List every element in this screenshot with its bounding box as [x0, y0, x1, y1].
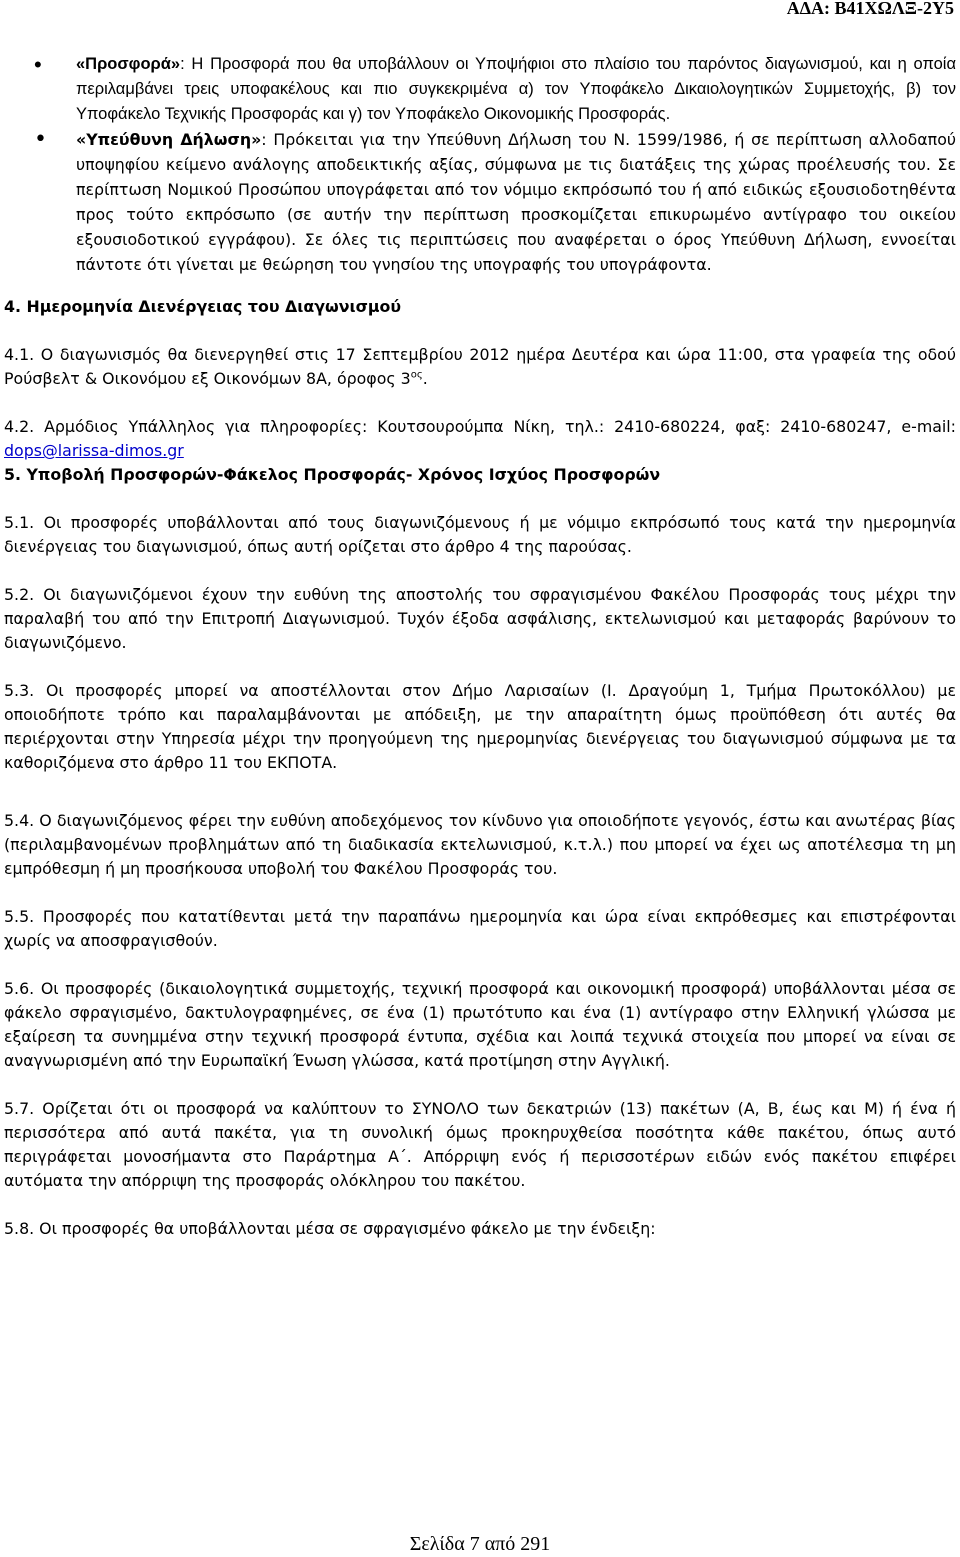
paragraph-5-4: 5.4. Ο διαγωνιζόμενος φέρει την ευθύνη αποδεχόμενος τον κίνδυνο για οποιοδήποτε γεγονός, έστω και ανωτέρας βίας (περιλαμβανομένων προβλημάτων από τη διαδικασία εκτελωνισμού, κ.τ.λ.) που μπορεί να έχει ως αποτέλεσμα τη μη εμπρόθεσμη ή μη προσήκουσα υποβολή του Φακέλου Προσφοράς του. [4, 811, 956, 878]
page-number: Σελίδα 7 από 291 [409, 1533, 551, 1555]
definition-text: : Η Προσφορά που θα υποβάλλουν οι Υποψήφιοι στο πλαίσιο του παρόντος διαγωνισμού, και η οποία περιλαμβάνει τρεις υποφακέλους και πιο συγκεκριμένα α) τον Υποφάκελο Δικαιολογητικών Συμμετοχής, β) τον Υποφάκελο Τεχνικής Προσφοράς και γ) τον Υποφάκελο Οικονομικής Προσφοράς. [76, 55, 956, 123]
email-link[interactable]: dops@larissa-dimos.gr [4, 441, 184, 460]
paragraph-5-8: 5.8. Οι προσφορές θα υποβάλλονται μέσα σε σφραγισμένο φάκελο με την ένδειξη: [4, 1219, 656, 1238]
paragraph-5-7: 5.7. Ορίζεται ότι οι προσφορά να καλύπτουν το ΣΥΝΟΛΟ των δεκατριών (13) πακέτων (Α, Β, έως και Μ) ή ένα ή περισσότερα από αυτά πακέτα, για τη συνολική όμως προκηρυχθείσα ποσότητα κάθε πακέτου, όπως αυτό περιγράφεται μονοσήμαντα στο Παράρτημα Α΄. Απόρριψη ενός ή περισσοτέρων ειδών ενός πακέτου επιφέρει αυτόματα την απόρριψη της προσφοράς ολόκληρου του πακέτου. [4, 1099, 956, 1190]
definition-term: «Υπεύθυνη Δήλωση» [76, 130, 262, 149]
definitions-list [4, 52, 956, 277]
definition-text: : Πρόκειται για την Υπεύθυνη Δήλωση του Ν. 1599/1986, ή σε περίπτωση αλλοδαπού υποψηφίου κείμενο ανάλογης αποδεικτικής αξίας, σύμφωνα με τις διατάξεις της χώρας προέλευσής του. Σε περίπτωση Νομικού Προσώπου υπογράφεται από τον νόμιμο εκπρόσωπό του ή από ειδικώς εξουσιοδοτηθέντα προς τούτο εκπρόσωπο (σε αυτήν την περίπτωση προσκομίζεται επικυρωμένο αντίγραφο του οικείου εξουσιοδοτικού εγγράφου). Σε όλες τις περιπτώσεις που αναφέρεται ο όρος Υπεύθυνη Δήλωση, εννοείται πάντοτε ότι γίνεται με θεώρηση του γνησίου της υπογραφής του υπογράφοντα. [76, 130, 956, 274]
document-body [4, 52, 956, 1241]
paragraph-5-3: 5.3. Οι προσφορές μπορεί να αποστέλλονται στον Δήμο Λαρισαίων (Ι. Δραγούμη 1, Τμήμα Πρωτοκόλλου) με οποιοδήποτε τρόπο και παραλαμβάνονται με απόδειξη, με την απαραίτητη όμως προϋπόθεση ότι αυτές θα περιέρχονται στην Υπηρεσία μέχρι την προηγούμενη της ημερομηνίας διενέργειας του διαγωνισμού σύμφωνα με τα καθοριζόμενα στο άρθρο 11 του ΕΚΠΟΤΑ. [4, 681, 956, 772]
paragraph-5-2: 5.2. Οι διαγωνιζόμενοι έχουν την ευθύνη της αποστολής του σφραγισμένου Φακέλου Προσφοράς τους μέχρι την παραλαβή του από την Επιτροπή Διαγωνισμού. Τυχόν έξοδα ασφάλισης, εκτελωνισμού και μεταφοράς βαρύνουν το διαγωνιζόμενο. [4, 585, 956, 652]
paragraph-4-1: 4.1. Ο διαγωνισμός θα διενεργηθεί στις 17 Σεπτεμβρίου 2012 ημέρα Δευτέρα και ώρα 11:00, στα γραφεία της οδού Ρούσβελτ & Οικονόμου εξ Οικονόμων 8Α, όροφος $3^{o\varsigma}$. [4, 345, 956, 388]
section-5-title: 5. Υποβολή Προσφορών-Φάκελος Προσφοράς- Χρόνος Ισχύος Προσφορών [4, 465, 661, 484]
paragraph-5-1: 5.1. Οι προσφορές υποβάλλονται από τους διαγωνιζόμενους ή με νόμιμο εκπρόσωπό τους κατά την ημερομηνία διενέργειας του διαγωνισμού, όπως αυτή ορίζεται στο άρθρο 4 της παρούσας. [4, 513, 956, 556]
paragraph-4-2: 4.2. Αρμόδιος Υπάλληλος για πληροφορίες: Κουτσουρούμπα Νίκη, τηλ.: 2410-680224, φαξ: 2410-680247, e-mail: dops@larissa-dimos.gr [4, 417, 956, 460]
document-ada-code: ΑΔΑ: Β41ΧΩΛΞ-2Υ5 [786, 0, 954, 18]
definition-term: «Προσφορά» [76, 55, 181, 73]
list-item [4, 52, 956, 127]
paragraph-5-5: 5.5. Προσφορές που κατατίθενται μετά την παραπάνω ημερομηνία και ώρα είναι εκπρόθεσμες και επιστρέφονται χωρίς να αποσφραγισθούν. [4, 907, 956, 950]
paragraph-5-6: 5.6. Οι προσφορές (δικαιολογητικά συμμετοχής, τεχνική προσφορά και οικονομική προσφορά) υποβάλλονται μέσα σε φάκελο σφραγισμένο, δακτυλογραφημένες, σε ένα (1) πρωτότυπο και ένα (1) αντίγραφο στην Ελληνική γλώσσα με εξαίρεση τα συνημμένα στην τεχνική προσφορά έντυπα, σχέδια και λοιπά τεχνικά στοιχεία που μπορεί να είναι σε αναγνωρισμένη από την Ευρωπαϊκή Ένωση γλώσσα, κατά προτίμηση στην Αγγλική. [4, 979, 956, 1070]
list-item [4, 127, 956, 277]
section-4-title: 4. Ημερομηνία Διενέργειας του Διαγωνισμού [4, 297, 402, 316]
